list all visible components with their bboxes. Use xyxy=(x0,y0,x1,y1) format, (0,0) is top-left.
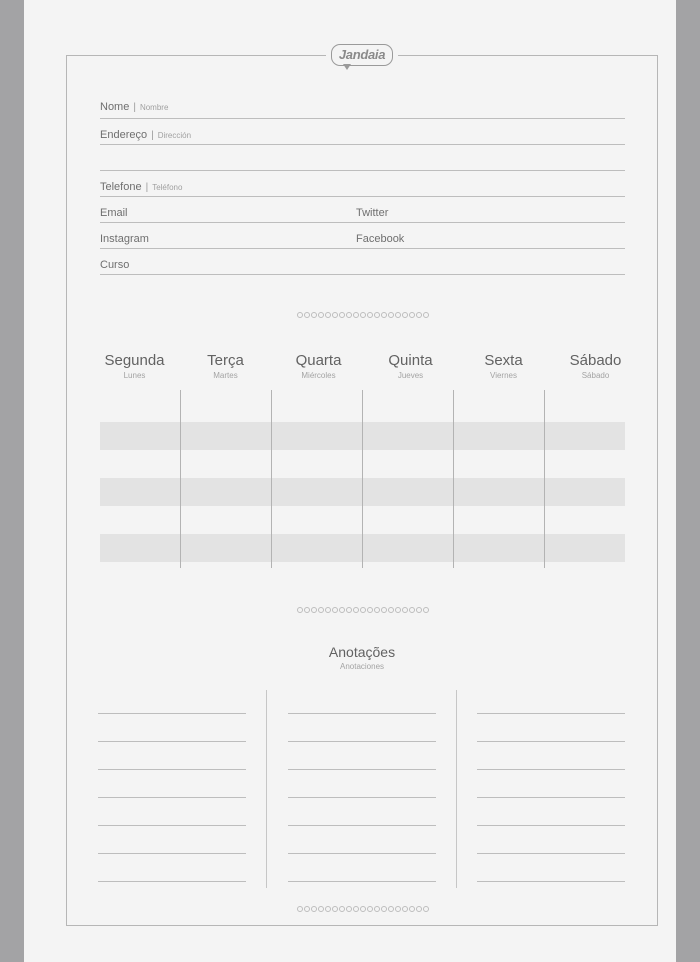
dot xyxy=(318,607,324,613)
field-line-curso[interactable] xyxy=(100,273,625,275)
dot xyxy=(325,312,331,318)
field-line-telefone[interactable] xyxy=(100,195,625,197)
field-label-curso: Curso xyxy=(100,259,130,271)
dot xyxy=(339,312,345,318)
field-label-twitter: Twitter xyxy=(356,207,389,219)
notes-line[interactable] xyxy=(477,741,625,742)
notes-line[interactable] xyxy=(477,881,625,882)
dot xyxy=(346,906,352,912)
notes-line[interactable] xyxy=(98,881,246,882)
field-label-endereco: Endereço | Dirección xyxy=(100,129,192,141)
notes-line[interactable] xyxy=(288,741,436,742)
dot xyxy=(339,906,345,912)
dot xyxy=(318,906,324,912)
notes-line[interactable] xyxy=(477,825,625,826)
dot xyxy=(416,312,422,318)
notes-line[interactable] xyxy=(288,769,436,770)
notes-line[interactable] xyxy=(477,769,625,770)
day-header-quinta: Quinta Jueves xyxy=(388,352,433,380)
notes-line[interactable] xyxy=(98,797,246,798)
dot xyxy=(346,607,352,613)
notes-line[interactable] xyxy=(477,797,625,798)
dot xyxy=(353,607,359,613)
dot xyxy=(395,312,401,318)
notes-line[interactable] xyxy=(477,713,625,714)
field-label-instagram: Instagram xyxy=(100,233,149,245)
dot xyxy=(402,607,408,613)
schedule-column-divider xyxy=(271,390,272,568)
dot xyxy=(318,312,324,318)
dot-separator xyxy=(297,906,429,914)
schedule-column-divider xyxy=(544,390,545,568)
field-label-email: Email xyxy=(100,207,128,219)
notes-line[interactable] xyxy=(477,853,625,854)
dot xyxy=(297,906,303,912)
dot xyxy=(374,607,380,613)
dot xyxy=(402,312,408,318)
dot xyxy=(388,607,394,613)
dot xyxy=(332,906,338,912)
notes-line[interactable] xyxy=(288,853,436,854)
dot xyxy=(367,312,373,318)
dot xyxy=(360,906,366,912)
field-label-facebook: Facebook xyxy=(356,233,405,245)
dot xyxy=(311,312,317,318)
dot xyxy=(353,906,359,912)
dot xyxy=(395,607,401,613)
schedule-column-divider xyxy=(453,390,454,568)
dot xyxy=(304,906,310,912)
field-line-nome[interactable] xyxy=(100,117,625,119)
dot-separator xyxy=(297,607,429,615)
dot xyxy=(395,906,401,912)
notes-line[interactable] xyxy=(288,713,436,714)
dot xyxy=(423,312,429,318)
notes-line[interactable] xyxy=(288,797,436,798)
notes-line[interactable] xyxy=(288,881,436,882)
dot xyxy=(325,906,331,912)
dot xyxy=(332,607,338,613)
day-header-segunda: Segunda Lunes xyxy=(104,352,165,380)
notes-line[interactable] xyxy=(98,769,246,770)
notes-column-divider xyxy=(456,690,457,888)
dot xyxy=(304,607,310,613)
dot xyxy=(402,906,408,912)
dot xyxy=(381,607,387,613)
field-label-telefone: Telefone | Teléfono xyxy=(100,181,183,193)
dot xyxy=(304,312,310,318)
dot xyxy=(360,312,366,318)
dot xyxy=(346,312,352,318)
dot xyxy=(416,607,422,613)
dot xyxy=(353,312,359,318)
dot xyxy=(332,312,338,318)
dot xyxy=(367,906,373,912)
notes-line[interactable] xyxy=(288,825,436,826)
field-line-instagram-facebook[interactable] xyxy=(100,247,625,249)
notes-line[interactable] xyxy=(98,741,246,742)
schedule-column-divider xyxy=(180,390,181,568)
dot-separator xyxy=(297,312,429,320)
field-line-endereco-2[interactable] xyxy=(100,169,625,171)
day-header-quarta: Quarta Miércoles xyxy=(295,352,342,380)
notes-line[interactable] xyxy=(98,713,246,714)
dot xyxy=(311,906,317,912)
dot xyxy=(381,312,387,318)
dot xyxy=(325,607,331,613)
dot xyxy=(409,607,415,613)
field-line-endereco[interactable] xyxy=(100,143,625,145)
dot xyxy=(374,906,380,912)
dot xyxy=(416,906,422,912)
dot xyxy=(297,607,303,613)
dot xyxy=(381,906,387,912)
notes-heading: Anotações Anotaciones xyxy=(328,644,396,671)
notes-line[interactable] xyxy=(98,825,246,826)
dot xyxy=(409,312,415,318)
dot xyxy=(297,312,303,318)
schedule-column-divider xyxy=(362,390,363,568)
jandaia-logo: Jandaia xyxy=(331,44,393,66)
notes-column-divider xyxy=(266,690,267,888)
dot xyxy=(388,906,394,912)
notes-line[interactable] xyxy=(98,853,246,854)
dot xyxy=(367,607,373,613)
field-label-nome: Nome | Nombre xyxy=(100,101,169,113)
dot xyxy=(423,906,429,912)
dot xyxy=(374,312,380,318)
dot xyxy=(339,607,345,613)
dot xyxy=(360,607,366,613)
dot xyxy=(409,906,415,912)
dot xyxy=(423,607,429,613)
field-line-email-twitter[interactable] xyxy=(100,221,625,223)
day-header-terca: Terça Martes xyxy=(207,352,244,380)
day-header-sabado: Sábado Sábado xyxy=(569,352,622,380)
day-header-sexta: Sexta Viernes xyxy=(484,352,523,380)
dot xyxy=(388,312,394,318)
logo-speech-tail xyxy=(343,64,351,70)
dot xyxy=(311,607,317,613)
